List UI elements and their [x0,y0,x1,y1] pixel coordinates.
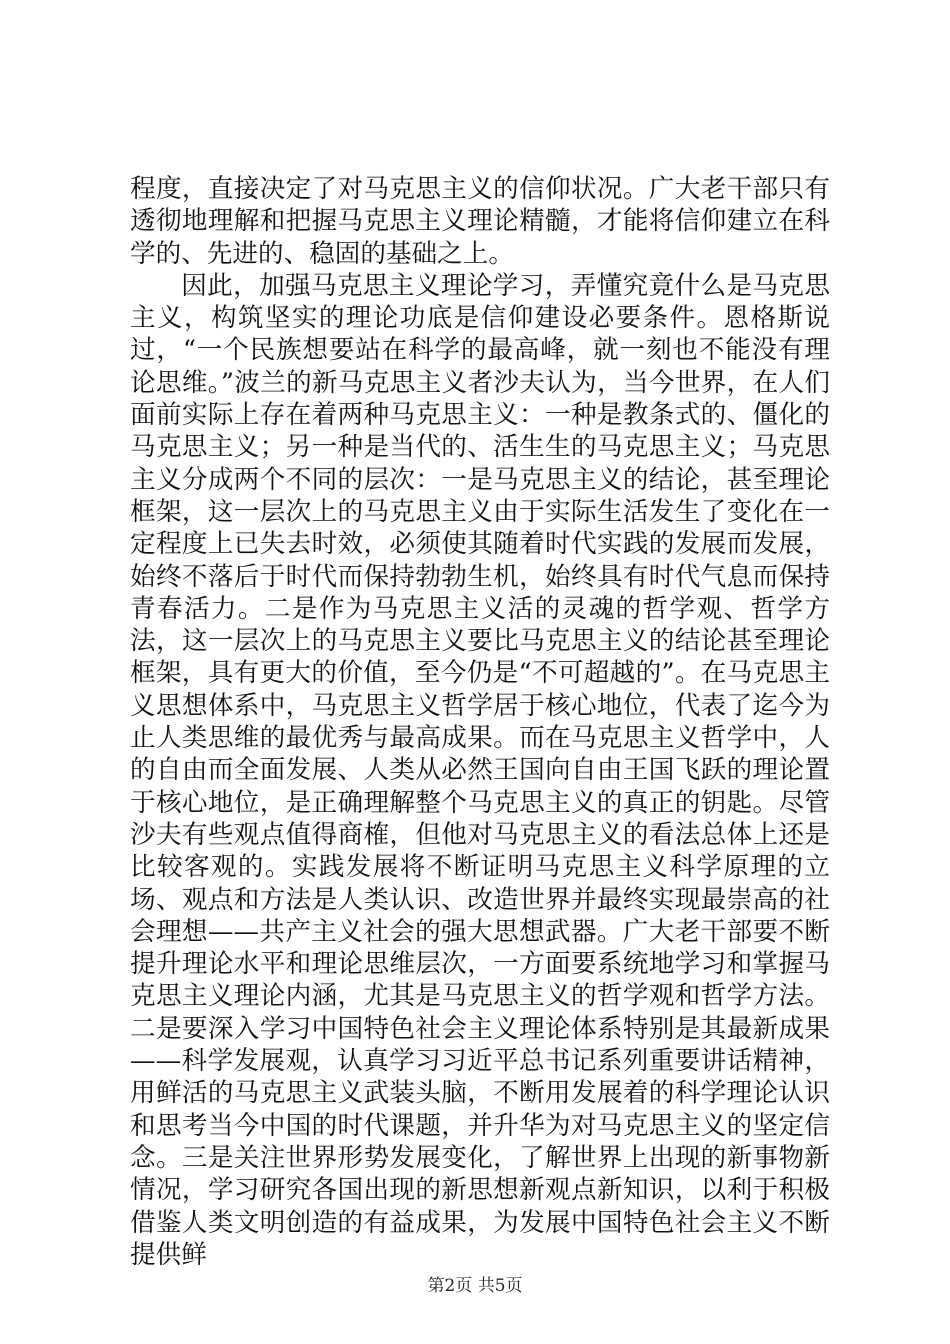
paragraph: 因此，加强马克思主义理论学习，弄懂究竟什么是马克思主义，构筑坚实的理论功底是信仰建设必要条件。恩格斯说过，“一个民族想要站在科学的最高峰，就一刻也不能没有理论思维。”波兰的新马克思主义者沙夫认为，当今世界，在人们面前实际上存在着两种马克思主义：一种是教条式的、僵化的马克思主义；另一种是当代的、活生生的马克思主义；马克思主义分成两个不同的层次：一是马克思主义的结论，甚至理论框架，这一层次上的马克思主义由于实际生活发生了变化在一定程度上已失去时效，必须使其随着时代实践的发展而发展，始终不落后于时代而保持勃勃生机，始终具有时代气息而保持青春活力。二是作为马克思主义活的灵魂的哲学观、哲学方法，这一层次上的马克思主义要比马克思主义的结论甚至理论框架，具有更大的价值，至今仍是“不可超越的”。在马克思主义思想体系中，马克思主义哲学居于核心地位，代表了迄今为止人类思维的最优秀与最高成果。而在马克思主义哲学中，人的自由而全面发展、人类从必然王国向自由王国飞跃的理论置于核心地位，是正确理解整个马克思主义的真正的钥匙。尽管沙夫有些观点值得商榷，但他对马克思主义的看法总体上还是比较客观的。实践发展将不断证明马克思主义科学原理的立场、观点和方法是人类认识、改造世界并最终实现最崇高的社会理想——共产主义社会的强大思想武器。广大老干部要不断提升理论水平和理论思维层次，一方面要系统地学习和掌握马克思主义理论内涵，尤其是马克思主义的哲学观和哲学方法。二是要深入学习中国特色社会主义理论体系特别是其最新成果——科学发展观，认真学习习近平总书记系列重要讲话精神，用鲜活的马克思主义武装头脑，不断用发展着的科学理论认识和思考当今中国的时代课题，并升华为对马克思主义的坚定信念。三是关注世界形势发展变化，了解世界上出现的新事物新情况，学习研究各国出现的新思想新观点新知识，以利于积极借鉴人类文明创造的有益成果，为发展中国特色社会主义不断提供鲜 [130,270,830,1270]
page-number-footer: 第2页 共5页 [427,1276,523,1296]
body-text [130,173,830,1271]
paragraph-continuation: 程度，直接决定了对马克思主义的信仰状况。广大老干部只有透彻地理解和把握马克思主义理论精髓，才能将信仰建立在科学的、先进的、稳固的基础之上。 [130,174,830,269]
